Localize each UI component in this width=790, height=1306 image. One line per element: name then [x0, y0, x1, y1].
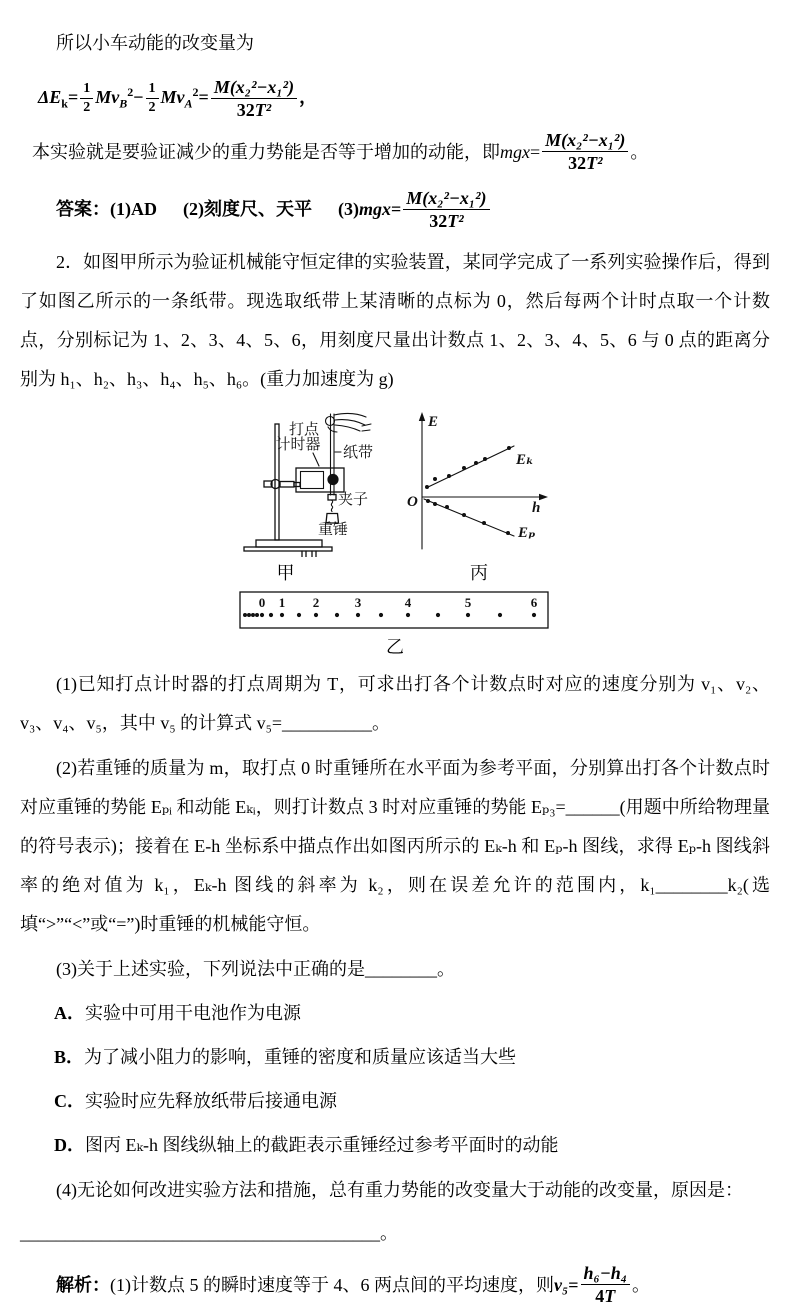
svg-text:6: 6	[530, 594, 538, 610]
svg-text:5: 5	[464, 594, 472, 610]
option-a-letter: A．	[54, 1002, 85, 1023]
sub-question-2: (2)若重锤的质量为 m，取打点 0 时重锤所在水平面为参考平面，分别算出打各个计数点时对应重锤的势能 Eₚᵢ 和动能 Eₖᵢ，则打计数点 3 时对应重锤的势能 Eₚ₃=______(用题中所给物理量的符号表示)；接着在 E-h 坐标系中描点作出如图丙所示的 Eₖ-h 和 Eₚ-h 图线，求得 Eₚ-h 图线斜率的绝对值为 k₁，Eₖ-h 图线的斜率为 k₂，则在误差允许的范围内，k₁________k₂(选填“>”“<”或“=”)时重锤的机械能守恒。	[20, 757, 770, 934]
analysis-line: 解析：(1)计数点 5 的瞬时速度等于 4、6 两点间的平均速度，则v₅= $\frac{\text{h₆−h₄}}{4T}$ 。	[56, 1262, 651, 1306]
graph-lines	[424, 446, 514, 536]
analysis-text: (1)计数点 5 的瞬时速度等于 4、6 两点间的平均速度，则	[110, 1274, 554, 1295]
formula-delta-ek: $\Delta E_k=$ $\frac{1}{2}$ $Mv_B^2-$ $\frac{1}{2}$ $Mv_A^2=$ $\frac{\text{M(x₂²−x₁²)}}{\text{32T²}}$ ，	[38, 77, 318, 121]
answer-blank-line: ________________________________________。	[20, 1222, 398, 1243]
e-axis-arrow	[418, 412, 424, 421]
option-b	[54, 1038, 770, 1077]
answer-label: 答案：	[56, 199, 110, 220]
label-ep-line: Eₚ	[517, 524, 535, 541]
intro-text: 所以小车动能的改变量为	[56, 33, 254, 53]
figure-apparatus	[234, 407, 386, 585]
figure-graph	[402, 407, 557, 585]
apparatus-diagram	[234, 407, 386, 557]
option-d	[54, 1126, 770, 1165]
tape-dots	[243, 595, 538, 617]
fraction-one-half: $\frac{1}{2}$	[80, 81, 93, 115]
para-verify: 本实验就是要验证减少的重力势能是否等于增加的动能，即mgx= $\frac{\text{M(x₂²−x₁²)}}{\text{32T²}}$ 。	[32, 130, 649, 174]
label-origin: O	[406, 493, 418, 510]
table-top	[244, 547, 332, 551]
label-e-axis: E	[427, 413, 438, 430]
svg-text:2: 2	[312, 594, 320, 610]
timer-pointer-line	[313, 453, 319, 466]
hand-icon	[325, 413, 371, 432]
option-c-letter: C．	[54, 1090, 85, 1111]
label-clamp: 夹子	[337, 491, 368, 508]
answer-item-2: (2)刻度尺、天平	[183, 199, 312, 220]
option-d-letter: D．	[54, 1134, 85, 1155]
sub-question-4: (4)无论如何改进实验方法和措施，总有重力势能的改变量大于动能的改变量，原因是：	[56, 1179, 743, 1200]
option-c	[54, 1082, 770, 1121]
question-2-text: 2．如图甲所示为验证机械能守恒定律的实验装置，某同学完成了一系列实验操作后，得到了如图乙所示的一条纸带。现选取纸带上某清晰的点标为 0，然后每两个计时点取一个计数点，分别标记为 1、2、3、4、5、6，用刻度尺量出计数点 1、2、3、4、5、6 与 0 点的距离分别为 h₁、h₂、h₃、h₄、h₅、h₆。(重力加速度为 g)	[20, 251, 770, 389]
fraction-mx: $\frac{\text{M(x₂²−x₁²)}}{\text{32T²}}$	[403, 188, 489, 231]
label-timer-line1: 打点	[288, 421, 319, 438]
label-timer-line2: 计时器	[274, 436, 321, 453]
svg-text:0: 0	[258, 594, 266, 610]
caption-yi: 乙	[386, 636, 404, 657]
rod-clamp	[264, 479, 300, 488]
timer-reel	[327, 474, 338, 485]
tape-clamp	[328, 494, 336, 500]
analysis-label: 解析：	[56, 1274, 110, 1295]
option-a-text: 实验中可用干电池作为电源	[85, 1002, 301, 1023]
fraction-one-half: $\frac{1}{2}$	[146, 81, 159, 115]
tape-outline	[240, 592, 548, 628]
label-paper-tape: 纸带	[342, 444, 373, 461]
hook	[331, 500, 332, 511]
figure-tape	[20, 591, 770, 659]
option-c-text: 实验时应先释放纸带后接通电源	[85, 1090, 337, 1111]
svg-text:3: 3	[354, 594, 362, 610]
answer-item-1: (1)AD	[110, 199, 157, 220]
option-b-text: 为了减小阻力的影响，重锤的密度和质量应该适当大些	[84, 1046, 517, 1067]
answer-line	[20, 188, 770, 231]
label-ek-line: Eₖ	[515, 451, 534, 468]
stand-base	[256, 540, 322, 547]
tape-diagram	[239, 591, 551, 631]
label-weight: 重锤	[317, 521, 348, 538]
energy-graph	[402, 407, 557, 557]
option-b-letter: B．	[54, 1046, 85, 1067]
figure-row	[20, 407, 770, 585]
svg-text:1: 1	[278, 594, 286, 610]
option-d-text: 图丙 Eₖ-h 图线纵轴上的截距表示重锤经过参考平面时的动能	[85, 1134, 559, 1155]
graph-points	[425, 446, 511, 535]
h-axis-arrow	[539, 494, 548, 500]
caption-bing: 丙	[470, 562, 488, 583]
fraction-mx: $\frac{\text{M(x₂²−x₁²)}}{\text{32T²}}$	[211, 77, 297, 120]
label-h-axis: h	[531, 499, 540, 516]
svg-text:4: 4	[404, 594, 412, 610]
fraction-v5: $\frac{\text{h₆−h₄}}{4T}$	[581, 1263, 630, 1306]
sub-question-3: (3)关于上述实验，下列说法中正确的是________。	[56, 958, 455, 979]
answer-item-3: (3)mgx=	[338, 199, 402, 220]
fraction-mx: $\frac{\text{M(x₂²−x₁²)}}{\text{32T²}}$	[542, 130, 628, 173]
timer-window	[300, 471, 323, 488]
option-a	[54, 994, 770, 1033]
caption-jia: 甲	[276, 562, 295, 583]
sub-question-1: (1)已知打点计时器的打点周期为 T，可求出打各个计数点时对应的速度分别为 v₁、v₂、v₃、v₄、v₅，其中 v₅ 的计算式 v₅=__________。	[20, 673, 770, 733]
